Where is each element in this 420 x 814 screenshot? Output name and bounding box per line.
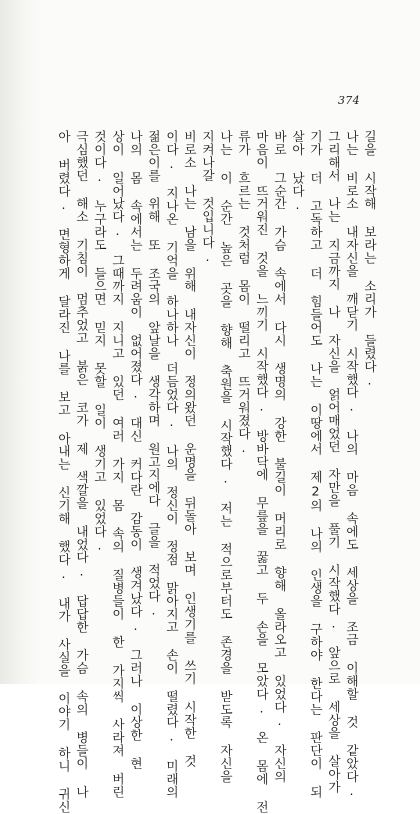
text-line: 극심했던 해소 기침이 멈추었고 붉은 코가 제 색깔을 내었다. 답답한 가슴 속의 병들이 나 bbox=[74, 130, 89, 799]
text-line: 살아 났다. bbox=[290, 130, 305, 213]
page-number: 374 bbox=[338, 94, 360, 107]
text-line: 이다. 지나온 기억을 하나하나 더듬었다. 나의 정신이 정점 맑아지고 손이 떨렸다. 미래의 bbox=[164, 130, 179, 799]
text-line: 아 버렸다. 면형하게 달라진 나를 보고 아내는 신기해 했다. 내가 사실을 이야기 하니 귀신 bbox=[56, 130, 71, 814]
text-line: 상이 일어났다. 그때까지 지니고 있던 여러 가지 몸 속의 질병들이 한 가지씩 사라져 버린 bbox=[110, 130, 125, 799]
text-line: 마음이 뜨거워진 것을 느끼기 시작했다. 방바닥에 무릎을 꿇고 두 손을 모았다. 온 몸에 전 bbox=[254, 130, 269, 814]
text-line: 바로 그순간 가슴 속에서 다시 생명의 강한 불길이 머리로 향해 올라오고 있었다. 자신의 bbox=[272, 130, 287, 783]
text-line: 지켜나갈 것입니다. bbox=[200, 130, 215, 265]
text-line: 젊은이를 위해 또 조국의 앞날을 생각하며 원고지에다 글을 적었다. bbox=[146, 130, 161, 618]
text-line: 나는 비로소 내자신을 깨닫기 시작했다. 나의 마음 속에도 세상을 조금 이해할 것 같았다. bbox=[344, 130, 359, 799]
text-line: 나는 이 순간 높은 곳을 향해 축원을 시작했다. 저는 적으로부터도 존경을 받도록 자신을 bbox=[218, 130, 233, 783]
text-line: 나의 몸 속에서는 두려움이 없어졌다. 대신 커다란 감동이 생겨났다. 그러나 이상한 현 bbox=[128, 130, 143, 770]
text-line: 그리해서 나는 지금까지 나 자신을 얽어매었던 자만을 풀기 시작했다. 앞으로 세상을 살아가 bbox=[326, 130, 341, 794]
text-line: 기가 더 고독하고 더 힘들어도 나는 이땅에서 제2의 나의 인생을 구하야 한다는 판단이 되 bbox=[308, 130, 323, 799]
page-gutter-shadow bbox=[0, 0, 40, 684]
text-line: 길을 시작해 보라는 소리가 들렸다. bbox=[362, 130, 377, 389]
body-text bbox=[56, 130, 378, 814]
text-line: 것이다. 누구라도 들으면 믿지 못할 일이 생기고 있었다. bbox=[92, 130, 107, 554]
text-line: 류가 흐르는 것처럼 몸이 떨리고 뜨거워졌다. bbox=[236, 130, 251, 456]
text-line: 비로소 나는 남을 위해 내자신이 정의왔던 운명을 뒤돌아 보며 인생기를 쓰기 시작한 것 bbox=[182, 130, 197, 768]
